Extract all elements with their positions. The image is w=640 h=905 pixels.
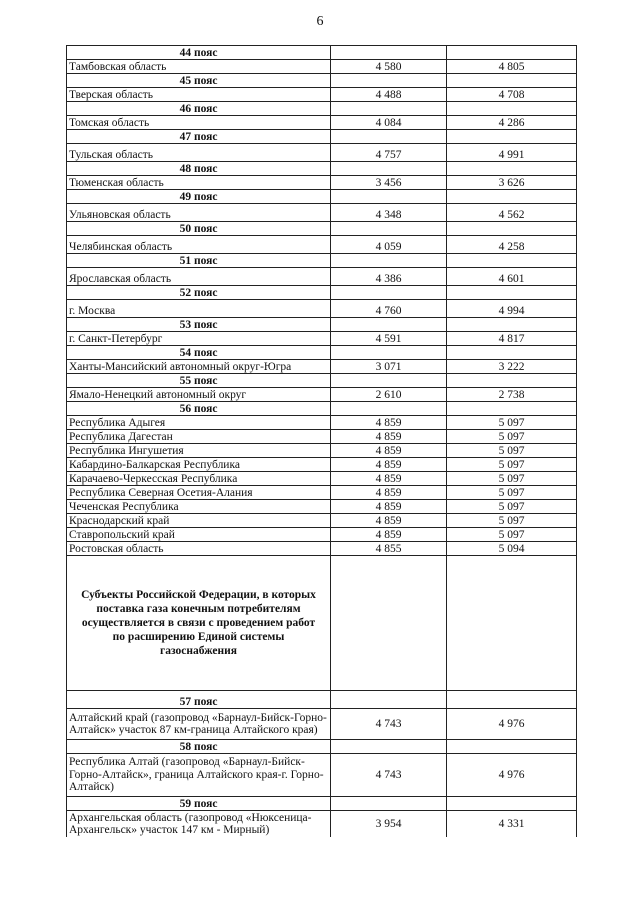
zone-header-row — [67, 402, 577, 416]
zone-empty-cell-2 — [447, 74, 577, 88]
zone-header-row — [67, 740, 577, 754]
region-name: Ханты-Мансийский автономный округ-Югра — [67, 360, 331, 374]
price-value-2: 4 805 — [447, 60, 577, 74]
price-value-1: 4 859 — [331, 528, 447, 542]
zone-empty-cell-1 — [331, 102, 447, 116]
price-value-2: 5 097 — [447, 472, 577, 486]
region-row — [67, 458, 577, 472]
zone-empty-cell-1 — [331, 740, 447, 754]
region-row — [67, 430, 577, 444]
price-value-2: 4 258 — [447, 236, 577, 254]
price-value-1: 4 859 — [331, 416, 447, 430]
zone-empty-cell-1 — [331, 74, 447, 88]
price-value-1: 4 386 — [331, 268, 447, 286]
region-name: Тюменская область — [67, 176, 331, 190]
zone-empty-cell-1 — [331, 222, 447, 236]
region-name: Ульяновская область — [67, 204, 331, 222]
zone-empty-cell-2 — [447, 162, 577, 176]
zone-empty-cell-1 — [331, 130, 447, 144]
price-value-2: 5 097 — [447, 430, 577, 444]
region-row — [67, 176, 577, 190]
zone-label: 49 пояс — [67, 190, 331, 204]
price-value-2: 4 708 — [447, 88, 577, 102]
zone-header-row — [67, 286, 577, 300]
region-row — [67, 360, 577, 374]
page-number: 6 — [316, 14, 324, 29]
section-empty-cell-2 — [447, 556, 577, 691]
price-value-1: 4 859 — [331, 486, 447, 500]
zone-header-row — [67, 254, 577, 268]
price-value-1: 3 456 — [331, 176, 447, 190]
zone-empty-cell-1 — [331, 162, 447, 176]
region-name: г. Москва — [67, 300, 331, 318]
price-value-2: 2 738 — [447, 388, 577, 402]
region-row — [67, 60, 577, 74]
price-value-2: 4 994 — [447, 300, 577, 318]
region-row — [67, 542, 577, 556]
zone-label: 50 пояс — [67, 222, 331, 236]
zone-empty-cell-1 — [331, 402, 447, 416]
price-value-2: 5 097 — [447, 416, 577, 430]
region-name: Карачаево-Черкесская Республика — [67, 472, 331, 486]
zone-header-row — [67, 74, 577, 88]
region-name: Кабардино-Балкарская Республика — [67, 458, 331, 472]
region-name: Тульская область — [67, 144, 331, 162]
region-name: Республика Алтай (газопровод «Барнаул-Бийск-Горно-Алтайск», граница Алтайского края-г. Горно-Алтайск) — [67, 754, 331, 797]
zone-empty-cell-2 — [447, 740, 577, 754]
region-row — [67, 332, 577, 346]
zone-header-row — [67, 374, 577, 388]
zone-empty-cell-1 — [331, 691, 447, 709]
price-value-1: 4 859 — [331, 500, 447, 514]
price-value-1: 4 348 — [331, 204, 447, 222]
table-body — [67, 46, 577, 838]
price-value-1: 4 743 — [331, 709, 447, 740]
region-name: Ставропольский край — [67, 528, 331, 542]
section-empty-cell-1 — [331, 556, 447, 691]
region-row — [67, 500, 577, 514]
zone-header-row — [67, 346, 577, 360]
zone-empty-cell-2 — [447, 402, 577, 416]
zone-header-row — [67, 130, 577, 144]
zone-label: 59 пояс — [67, 797, 331, 811]
zone-empty-cell-1 — [331, 254, 447, 268]
zone-label: 45 пояс — [67, 74, 331, 88]
region-row — [67, 268, 577, 286]
zone-empty-cell-1 — [331, 190, 447, 204]
region-name: Республика Дагестан — [67, 430, 331, 444]
price-value-2: 5 097 — [447, 486, 577, 500]
zone-empty-cell-1 — [331, 286, 447, 300]
region-row — [67, 444, 577, 458]
zone-header-row — [67, 797, 577, 811]
region-name: Чеченская Республика — [67, 500, 331, 514]
price-value-2: 4 991 — [447, 144, 577, 162]
zone-empty-cell-2 — [447, 190, 577, 204]
zone-empty-cell-1 — [331, 374, 447, 388]
region-name: Республика Ингушетия — [67, 444, 331, 458]
price-value-1: 3 954 — [331, 811, 447, 838]
price-value-2: 5 097 — [447, 514, 577, 528]
region-row — [67, 486, 577, 500]
price-value-1: 4 859 — [331, 430, 447, 444]
zone-label: 58 пояс — [67, 740, 331, 754]
zone-label: 57 пояс — [67, 691, 331, 709]
zone-empty-cell-1 — [331, 318, 447, 332]
zone-label: 46 пояс — [67, 102, 331, 116]
zone-label: 54 пояс — [67, 346, 331, 360]
region-name: Республика Северная Осетия-Алания — [67, 486, 331, 500]
region-row — [67, 300, 577, 318]
region-row — [67, 388, 577, 402]
price-value-1: 4 084 — [331, 116, 447, 130]
region-row — [67, 514, 577, 528]
region-row — [67, 709, 577, 740]
region-row — [67, 528, 577, 542]
region-row — [67, 88, 577, 102]
price-value-2: 4 976 — [447, 709, 577, 740]
price-value-1: 4 488 — [331, 88, 447, 102]
region-name: Архангельская область (газопровод «Нюксеница-Архангельск» участок 147 км - Мирный) — [67, 811, 331, 838]
zone-header-row — [67, 222, 577, 236]
zone-empty-cell-1 — [331, 46, 447, 60]
zone-empty-cell-2 — [447, 374, 577, 388]
region-name: Ярославская область — [67, 268, 331, 286]
zone-empty-cell-2 — [447, 254, 577, 268]
region-row — [67, 236, 577, 254]
zone-label: 55 пояс — [67, 374, 331, 388]
region-row — [67, 472, 577, 486]
price-value-2: 4 601 — [447, 268, 577, 286]
zone-header-row — [67, 162, 577, 176]
price-value-2: 5 097 — [447, 528, 577, 542]
zone-label: 53 пояс — [67, 318, 331, 332]
price-value-1: 4 859 — [331, 514, 447, 528]
zone-label: 47 пояс — [67, 130, 331, 144]
zone-empty-cell-1 — [331, 797, 447, 811]
zone-empty-cell-2 — [447, 130, 577, 144]
price-value-1: 4 757 — [331, 144, 447, 162]
zone-empty-cell-2 — [447, 797, 577, 811]
region-name: Челябинская область — [67, 236, 331, 254]
price-value-1: 4 855 — [331, 542, 447, 556]
region-row — [67, 416, 577, 430]
zone-label: 51 пояс — [67, 254, 331, 268]
zone-label: 44 пояс — [67, 46, 331, 60]
price-value-2: 4 331 — [447, 811, 577, 838]
price-value-1: 4 591 — [331, 332, 447, 346]
section-header-row — [67, 556, 577, 691]
region-row — [67, 204, 577, 222]
price-value-1: 4 859 — [331, 472, 447, 486]
zone-empty-cell-2 — [447, 102, 577, 116]
price-value-1: 4 059 — [331, 236, 447, 254]
price-value-2: 4 817 — [447, 332, 577, 346]
region-name: Тамбовская область — [67, 60, 331, 74]
price-value-1: 4 580 — [331, 60, 447, 74]
section-title: Субъекты Российской Федерации, в которых поставка газа конечным потребителям осуществляется в связи с проведением работ по расширению Единой системы газоснабжения — [67, 556, 331, 691]
price-value-1: 4 743 — [331, 754, 447, 797]
region-name: Алтайский край (газопровод «Барнаул-Бийск-Горно-Алтайск» участок 87 км-граница Алтайского края) — [67, 709, 331, 740]
region-row — [67, 116, 577, 130]
zone-label: 56 пояс — [67, 402, 331, 416]
region-row — [67, 754, 577, 797]
zone-label: 52 пояс — [67, 286, 331, 300]
price-value-2: 4 562 — [447, 204, 577, 222]
zone-header-row — [67, 691, 577, 709]
price-value-1: 4 859 — [331, 444, 447, 458]
region-row — [67, 144, 577, 162]
zone-header-row — [67, 318, 577, 332]
region-name: Краснодарский край — [67, 514, 331, 528]
zone-empty-cell-2 — [447, 691, 577, 709]
price-value-2: 5 097 — [447, 458, 577, 472]
zone-empty-cell-2 — [447, 286, 577, 300]
zone-empty-cell-2 — [447, 46, 577, 60]
zone-label: 48 пояс — [67, 162, 331, 176]
region-name: г. Санкт-Петербург — [67, 332, 331, 346]
price-value-1: 3 071 — [331, 360, 447, 374]
zone-empty-cell-2 — [447, 318, 577, 332]
region-row — [67, 811, 577, 838]
price-value-1: 4 760 — [331, 300, 447, 318]
price-value-1: 4 859 — [331, 458, 447, 472]
price-value-2: 5 097 — [447, 500, 577, 514]
region-name: Ростовская область — [67, 542, 331, 556]
price-value-2: 5 094 — [447, 542, 577, 556]
zone-header-row — [67, 102, 577, 116]
price-value-2: 5 097 — [447, 444, 577, 458]
price-value-2: 4 286 — [447, 116, 577, 130]
tariff-table — [66, 45, 577, 837]
zone-empty-cell-1 — [331, 346, 447, 360]
price-value-2: 4 976 — [447, 754, 577, 797]
zone-empty-cell-2 — [447, 346, 577, 360]
price-value-2: 3 626 — [447, 176, 577, 190]
region-name: Республика Адыгея — [67, 416, 331, 430]
price-value-2: 3 222 — [447, 360, 577, 374]
zone-header-row — [67, 46, 577, 60]
zone-empty-cell-2 — [447, 222, 577, 236]
region-name: Тверская область — [67, 88, 331, 102]
price-value-1: 2 610 — [331, 388, 447, 402]
region-name: Томская область — [67, 116, 331, 130]
region-name: Ямало-Ненецкий автономный округ — [67, 388, 331, 402]
zone-header-row — [67, 190, 577, 204]
